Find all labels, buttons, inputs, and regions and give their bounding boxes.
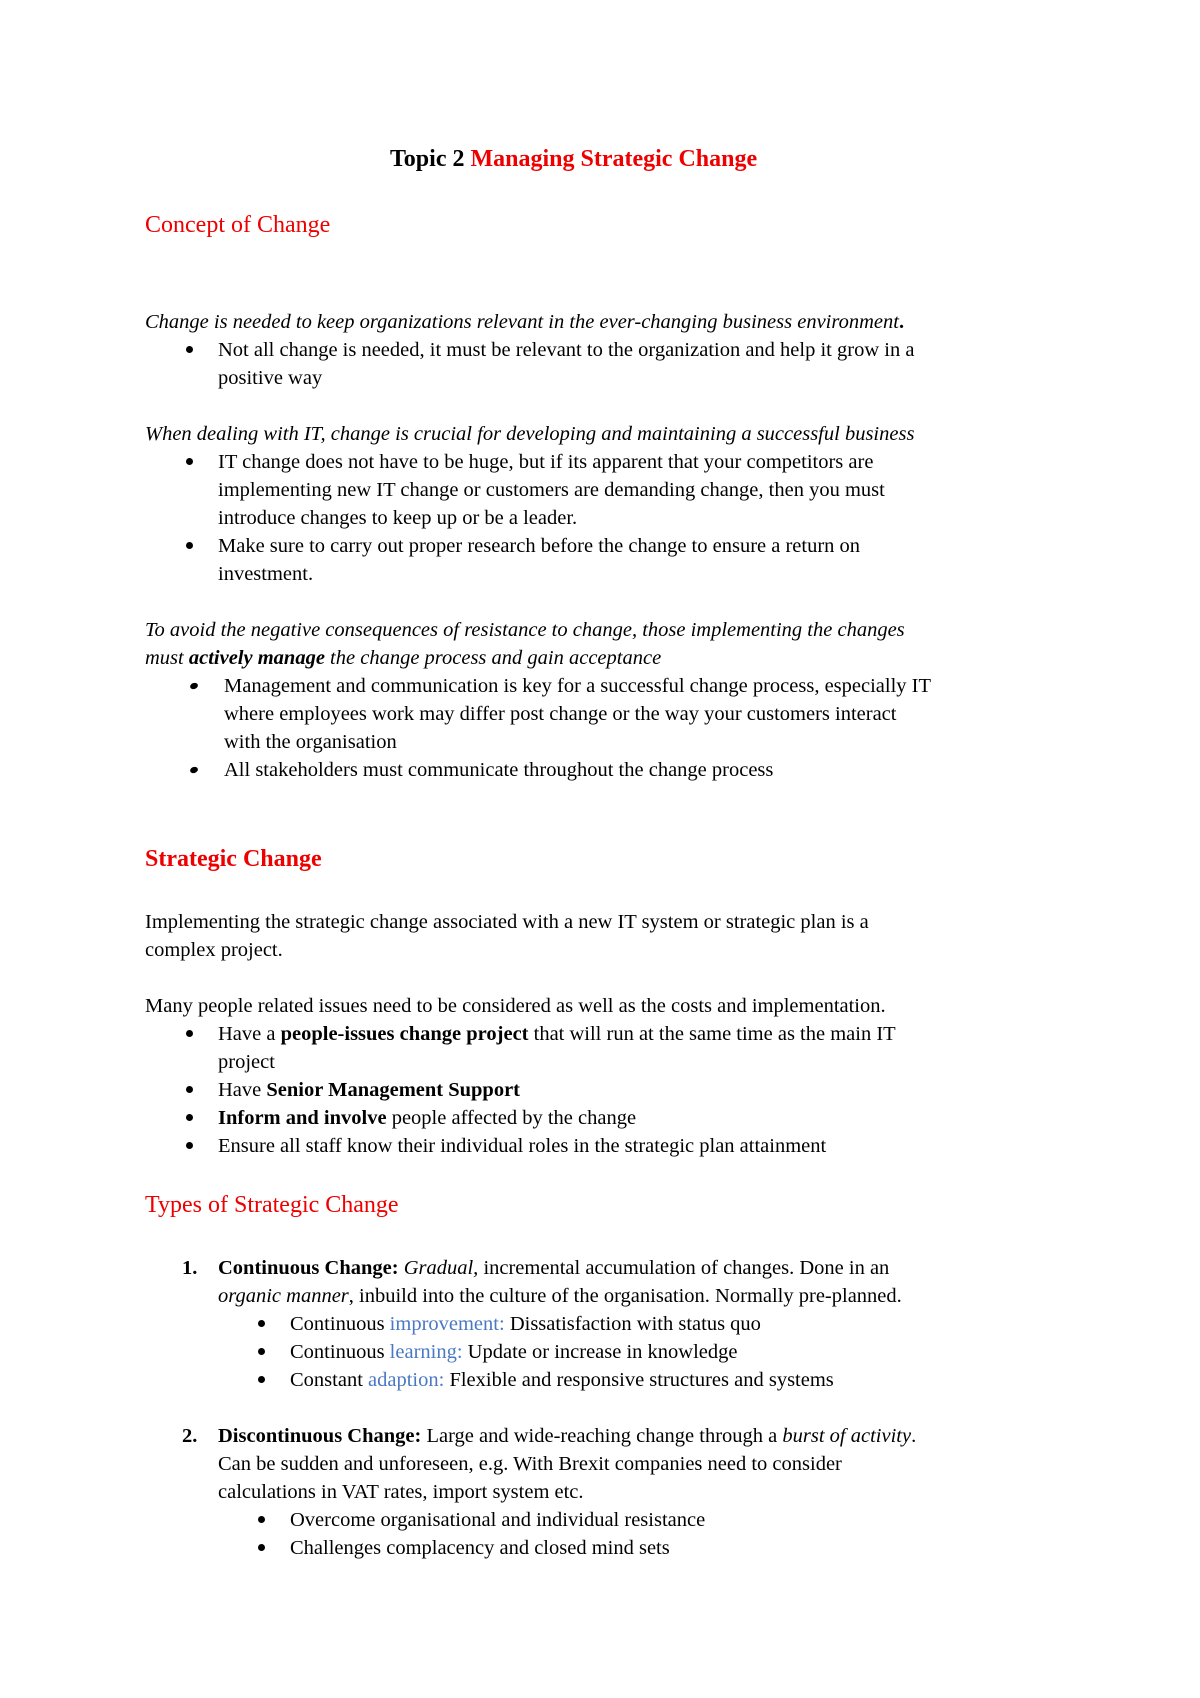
- list-number-1: 1.: [182, 1257, 198, 1279]
- concept-bullet-1-line-1: Not all change is needed, it must be relevant to the organization and help it grow in a: [218, 339, 915, 361]
- discontinuous-line-3: calculations in VAT rates, import system etc.: [218, 1481, 584, 1503]
- heading-concept-of-change: Concept of Change: [145, 212, 331, 238]
- concept-intro-3-line-2: must actively manage the change process and gain acceptance: [145, 647, 662, 669]
- bullet-icon: [186, 1114, 193, 1121]
- continuous-bullet-1: Continuous improvement: Dissatisfaction with status quo: [290, 1313, 761, 1335]
- concept-intro-3-line-1: To avoid the negative consequences of resistance to change, those implementing the changes: [145, 619, 905, 641]
- title-prefix: Topic 2: [390, 146, 465, 172]
- concept-bullet-4-line-3: with the organisation: [224, 731, 397, 753]
- continuous-bullet-2: Continuous learning: Update or increase in knowledge: [290, 1341, 738, 1363]
- page-title: [390, 146, 757, 173]
- bullet-icon: [258, 1348, 265, 1355]
- bullet-icon: [258, 1516, 265, 1523]
- concept-intro-1: Change is needed to keep organizations relevant in the ever-changing business environment.: [145, 311, 905, 333]
- discontinuous-bullet-1: Overcome organisational and individual resistance: [290, 1509, 706, 1531]
- continuous-bullet-3: Constant adaption: Flexible and responsive structures and systems: [290, 1369, 834, 1391]
- bullet-icon: [186, 1086, 193, 1093]
- continuous-line-1: Continuous Change: Gradual, incremental accumulation of changes. Done in an: [218, 1257, 890, 1279]
- bullet-icon: [189, 682, 199, 690]
- bullet-icon: [258, 1376, 265, 1383]
- concept-bullet-4-line-2: where employees work may differ post change or the way your customers interact: [224, 703, 897, 725]
- strategic-bullet-4: Ensure all staff know their individual roles in the strategic plan attainment: [218, 1135, 827, 1157]
- concept-bullet-2-line-1: IT change does not have to be huge, but if its apparent that your competitors are: [218, 451, 874, 473]
- discontinuous-bullet-2: Challenges complacency and closed mind sets: [290, 1537, 670, 1559]
- discontinuous-line-2: Can be sudden and unforeseen, e.g. With Brexit companies need to consider: [218, 1453, 842, 1475]
- concept-bullet-2-line-3: introduce changes to keep up or be a leader.: [218, 507, 578, 529]
- heading-strategic-change: Strategic Change: [145, 846, 322, 872]
- concept-bullet-4-line-1: Management and communication is key for a successful change process, especially IT: [224, 675, 931, 697]
- strategic-para-2: Many people related issues need to be considered as well as the costs and implementation.: [145, 995, 886, 1017]
- strategic-para-1-line-2: complex project.: [145, 939, 283, 961]
- concept-bullet-3-line-1: Make sure to carry out proper research before the change to ensure a return on: [218, 535, 861, 557]
- heading-types-of-strategic-change: Types of Strategic Change: [145, 1192, 399, 1218]
- bullet-icon: [186, 1030, 193, 1037]
- bullet-icon: [186, 1142, 193, 1149]
- bullet-icon: [258, 1544, 265, 1551]
- concept-bullet-1-line-2: positive way: [218, 367, 323, 389]
- discontinuous-line-1: Discontinuous Change: Large and wide-reaching change through a burst of activity.: [218, 1425, 917, 1447]
- strategic-bullet-2: Have Senior Management Support: [218, 1079, 520, 1101]
- concept-bullet-3-line-2: investment.: [218, 563, 314, 585]
- title-main: Managing Strategic Change: [470, 146, 758, 172]
- strategic-para-1-line-1: Implementing the strategic change associated with a new IT system or strategic plan is a: [145, 911, 869, 933]
- strategic-bullet-1-line-2: project: [218, 1051, 275, 1073]
- bullet-icon: [186, 458, 193, 465]
- bullet-icon: [189, 766, 199, 774]
- concept-bullet-5-line-1: All stakeholders must communicate throughout the change process: [224, 759, 774, 781]
- bullet-icon: [186, 542, 193, 549]
- bullet-icon: [186, 346, 193, 353]
- strategic-bullet-1-line-1: Have a people-issues change project that will run at the same time as the main IT: [218, 1023, 896, 1045]
- bullet-icon: [258, 1320, 265, 1327]
- concept-intro-2: When dealing with IT, change is crucial for developing and maintaining a successful business: [145, 423, 915, 445]
- continuous-line-2: organic manner, inbuild into the culture of the organisation. Normally pre-planned.: [218, 1285, 902, 1307]
- concept-bullet-2-line-2: implementing new IT change or customers are demanding change, then you must: [218, 479, 885, 501]
- strategic-bullet-3: Inform and involve people affected by the change: [218, 1107, 637, 1129]
- list-number-2: 2.: [182, 1425, 198, 1447]
